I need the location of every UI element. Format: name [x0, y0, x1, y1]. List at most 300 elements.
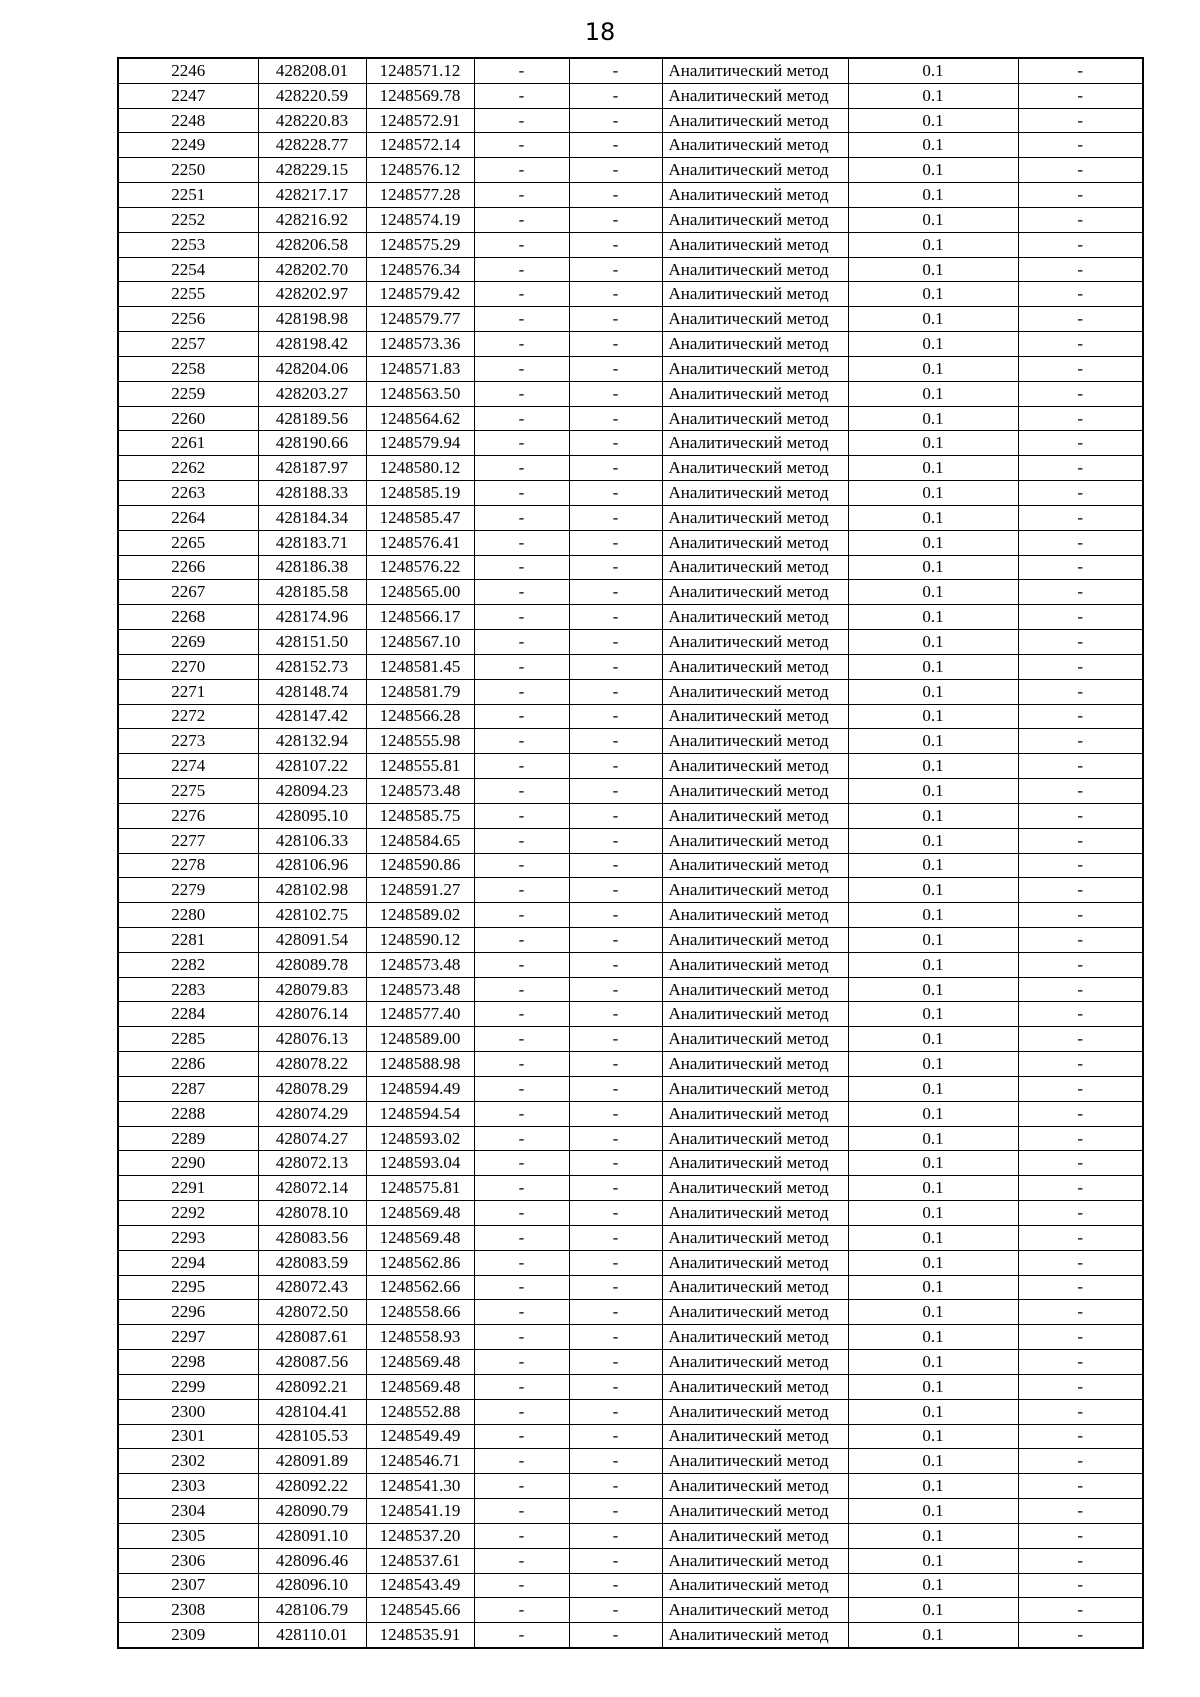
accuracy-cell: 0.1: [848, 1225, 1018, 1250]
point-number-cell: 2279: [118, 878, 258, 903]
dash-cell: -: [1018, 630, 1143, 655]
point-number-cell: 2296: [118, 1300, 258, 1325]
y-coordinate-cell: 1248585.19: [366, 481, 474, 506]
dash-cell: -: [569, 207, 662, 232]
point-number-cell: 2309: [118, 1623, 258, 1648]
table-row: [118, 108, 1143, 133]
y-coordinate-cell: 1248581.45: [366, 654, 474, 679]
y-coordinate-cell: 1248585.75: [366, 803, 474, 828]
point-number-cell: 2307: [118, 1573, 258, 1598]
dash-cell: -: [1018, 381, 1143, 406]
dash-cell: -: [1018, 83, 1143, 108]
point-number-cell: 2254: [118, 257, 258, 282]
method-cell: Аналитический метод: [662, 1101, 848, 1126]
dash-cell: -: [1018, 356, 1143, 381]
dash-cell: -: [569, 1350, 662, 1375]
x-coordinate-cell: 428174.96: [258, 605, 366, 630]
method-cell: Аналитический метод: [662, 1225, 848, 1250]
accuracy-cell: 0.1: [848, 729, 1018, 754]
x-coordinate-cell: 428096.46: [258, 1548, 366, 1573]
accuracy-cell: 0.1: [848, 481, 1018, 506]
x-coordinate-cell: 428092.22: [258, 1474, 366, 1499]
accuracy-cell: 0.1: [848, 779, 1018, 804]
accuracy-cell: 0.1: [848, 1399, 1018, 1424]
y-coordinate-cell: 1248573.48: [366, 952, 474, 977]
dash-cell: -: [569, 803, 662, 828]
table-row: [118, 878, 1143, 903]
dash-cell: -: [1018, 505, 1143, 530]
x-coordinate-cell: 428074.27: [258, 1126, 366, 1151]
dash-cell: -: [569, 1225, 662, 1250]
table-row: [118, 207, 1143, 232]
dash-cell: -: [1018, 58, 1143, 83]
x-coordinate-cell: 428083.56: [258, 1225, 366, 1250]
accuracy-cell: 0.1: [848, 456, 1018, 481]
point-number-cell: 2306: [118, 1548, 258, 1573]
point-number-cell: 2270: [118, 654, 258, 679]
dash-cell: -: [474, 1076, 569, 1101]
dash-cell: -: [1018, 1176, 1143, 1201]
dash-cell: -: [474, 654, 569, 679]
method-cell: Аналитический метод: [662, 853, 848, 878]
y-coordinate-cell: 1248573.36: [366, 332, 474, 357]
dash-cell: -: [1018, 307, 1143, 332]
y-coordinate-cell: 1248590.12: [366, 927, 474, 952]
method-cell: Аналитический метод: [662, 1474, 848, 1499]
accuracy-cell: 0.1: [848, 1275, 1018, 1300]
x-coordinate-cell: 428152.73: [258, 654, 366, 679]
method-cell: Аналитический метод: [662, 1027, 848, 1052]
accuracy-cell: 0.1: [848, 1623, 1018, 1648]
point-number-cell: 2260: [118, 406, 258, 431]
dash-cell: -: [474, 1101, 569, 1126]
dash-cell: -: [474, 58, 569, 83]
dash-cell: -: [569, 530, 662, 555]
y-coordinate-cell: 1248549.49: [366, 1424, 474, 1449]
point-number-cell: 2301: [118, 1424, 258, 1449]
dash-cell: -: [569, 630, 662, 655]
table-row: [118, 406, 1143, 431]
dash-cell: -: [474, 1225, 569, 1250]
table-row: [118, 257, 1143, 282]
accuracy-cell: 0.1: [848, 1374, 1018, 1399]
dash-cell: -: [474, 108, 569, 133]
y-coordinate-cell: 1248576.12: [366, 158, 474, 183]
method-cell: Аналитический метод: [662, 1076, 848, 1101]
x-coordinate-cell: 428090.79: [258, 1499, 366, 1524]
y-coordinate-cell: 1248591.27: [366, 878, 474, 903]
y-coordinate-cell: 1248569.48: [366, 1201, 474, 1226]
accuracy-cell: 0.1: [848, 679, 1018, 704]
dash-cell: -: [474, 1424, 569, 1449]
method-cell: Аналитический метод: [662, 605, 848, 630]
x-coordinate-cell: 428091.54: [258, 927, 366, 952]
table-row: [118, 1523, 1143, 1548]
dash-cell: -: [474, 1027, 569, 1052]
dash-cell: -: [569, 555, 662, 580]
dash-cell: -: [569, 1275, 662, 1300]
accuracy-cell: 0.1: [848, 183, 1018, 208]
method-cell: Аналитический метод: [662, 332, 848, 357]
accuracy-cell: 0.1: [848, 307, 1018, 332]
table-row: [118, 1474, 1143, 1499]
dash-cell: -: [569, 679, 662, 704]
dash-cell: -: [1018, 207, 1143, 232]
dash-cell: -: [1018, 1325, 1143, 1350]
x-coordinate-cell: 428107.22: [258, 754, 366, 779]
dash-cell: -: [474, 1474, 569, 1499]
dash-cell: -: [474, 83, 569, 108]
accuracy-cell: 0.1: [848, 803, 1018, 828]
x-coordinate-cell: 428183.71: [258, 530, 366, 555]
y-coordinate-cell: 1248571.12: [366, 58, 474, 83]
table-row: [118, 1002, 1143, 1027]
accuracy-cell: 0.1: [848, 1176, 1018, 1201]
x-coordinate-cell: 428078.29: [258, 1076, 366, 1101]
dash-cell: -: [569, 779, 662, 804]
dash-cell: -: [1018, 133, 1143, 158]
table-row: [118, 58, 1143, 83]
method-cell: Аналитический метод: [662, 1176, 848, 1201]
dash-cell: -: [474, 456, 569, 481]
dash-cell: -: [474, 779, 569, 804]
x-coordinate-cell: 428220.59: [258, 83, 366, 108]
dash-cell: -: [569, 133, 662, 158]
point-number-cell: 2308: [118, 1598, 258, 1623]
dash-cell: -: [474, 828, 569, 853]
accuracy-cell: 0.1: [848, 1250, 1018, 1275]
dash-cell: -: [474, 977, 569, 1002]
method-cell: Аналитический метод: [662, 257, 848, 282]
y-coordinate-cell: 1248588.98: [366, 1052, 474, 1077]
x-coordinate-cell: 428091.10: [258, 1523, 366, 1548]
y-coordinate-cell: 1248541.19: [366, 1499, 474, 1524]
dash-cell: -: [1018, 1399, 1143, 1424]
dash-cell: -: [1018, 1052, 1143, 1077]
table-row: [118, 1225, 1143, 1250]
point-number-cell: 2264: [118, 505, 258, 530]
dash-cell: -: [569, 431, 662, 456]
accuracy-cell: 0.1: [848, 83, 1018, 108]
method-cell: Аналитический метод: [662, 505, 848, 530]
dash-cell: -: [474, 1350, 569, 1375]
table-row: [118, 83, 1143, 108]
dash-cell: -: [1018, 1101, 1143, 1126]
method-cell: Аналитический метод: [662, 406, 848, 431]
table-row: [118, 1623, 1143, 1648]
table-row: [118, 505, 1143, 530]
y-coordinate-cell: 1248537.61: [366, 1548, 474, 1573]
table-row: [118, 1598, 1143, 1623]
dash-cell: -: [569, 381, 662, 406]
dash-cell: -: [569, 1126, 662, 1151]
dash-cell: -: [474, 580, 569, 605]
point-number-cell: 2289: [118, 1126, 258, 1151]
point-number-cell: 2257: [118, 332, 258, 357]
x-coordinate-cell: 428102.75: [258, 903, 366, 928]
table-row: [118, 1275, 1143, 1300]
point-number-cell: 2256: [118, 307, 258, 332]
dash-cell: -: [1018, 1350, 1143, 1375]
dash-cell: -: [569, 406, 662, 431]
dash-cell: -: [474, 1374, 569, 1399]
method-cell: Аналитический метод: [662, 1573, 848, 1598]
x-coordinate-cell: 428202.70: [258, 257, 366, 282]
table-row: [118, 1499, 1143, 1524]
x-coordinate-cell: 428091.89: [258, 1449, 366, 1474]
dash-cell: -: [474, 630, 569, 655]
point-number-cell: 2246: [118, 58, 258, 83]
table-row: [118, 133, 1143, 158]
table-row: [118, 1573, 1143, 1598]
y-coordinate-cell: 1248545.66: [366, 1598, 474, 1623]
dash-cell: -: [474, 704, 569, 729]
method-cell: Аналитический метод: [662, 58, 848, 83]
x-coordinate-cell: 428096.10: [258, 1573, 366, 1598]
dash-cell: -: [1018, 1548, 1143, 1573]
table-row: [118, 1350, 1143, 1375]
dash-cell: -: [474, 853, 569, 878]
dash-cell: -: [474, 729, 569, 754]
y-coordinate-cell: 1248576.22: [366, 555, 474, 580]
table-row: [118, 1449, 1143, 1474]
method-cell: Аналитический метод: [662, 903, 848, 928]
y-coordinate-cell: 1248593.04: [366, 1151, 474, 1176]
dash-cell: -: [1018, 1275, 1143, 1300]
dash-cell: -: [569, 1548, 662, 1573]
method-cell: Аналитический метод: [662, 803, 848, 828]
dash-cell: -: [569, 1573, 662, 1598]
point-number-cell: 2280: [118, 903, 258, 928]
point-number-cell: 2275: [118, 779, 258, 804]
x-coordinate-cell: 428228.77: [258, 133, 366, 158]
dash-cell: -: [569, 1325, 662, 1350]
dash-cell: -: [474, 1623, 569, 1648]
y-coordinate-cell: 1248571.83: [366, 356, 474, 381]
x-coordinate-cell: 428092.21: [258, 1374, 366, 1399]
dash-cell: -: [1018, 530, 1143, 555]
method-cell: Аналитический метод: [662, 1523, 848, 1548]
dash-cell: -: [569, 1598, 662, 1623]
accuracy-cell: 0.1: [848, 828, 1018, 853]
dash-cell: -: [474, 1126, 569, 1151]
method-cell: Аналитический метод: [662, 1201, 848, 1226]
table-row: [118, 927, 1143, 952]
method-cell: Аналитический метод: [662, 779, 848, 804]
table-row: [118, 282, 1143, 307]
method-cell: Аналитический метод: [662, 83, 848, 108]
dash-cell: -: [474, 1523, 569, 1548]
point-number-cell: 2276: [118, 803, 258, 828]
accuracy-cell: 0.1: [848, 158, 1018, 183]
point-number-cell: 2269: [118, 630, 258, 655]
dash-cell: -: [569, 1399, 662, 1424]
dash-cell: -: [569, 58, 662, 83]
y-coordinate-cell: 1248558.93: [366, 1325, 474, 1350]
dash-cell: -: [569, 332, 662, 357]
y-coordinate-cell: 1248569.78: [366, 83, 474, 108]
table-row: [118, 555, 1143, 580]
point-number-cell: 2281: [118, 927, 258, 952]
point-number-cell: 2247: [118, 83, 258, 108]
table-row: [118, 779, 1143, 804]
y-coordinate-cell: 1248537.20: [366, 1523, 474, 1548]
dash-cell: -: [1018, 654, 1143, 679]
dash-cell: -: [474, 1325, 569, 1350]
method-cell: Аналитический метод: [662, 307, 848, 332]
accuracy-cell: 0.1: [848, 232, 1018, 257]
page-number: 18: [584, 18, 616, 46]
point-number-cell: 2262: [118, 456, 258, 481]
dash-cell: -: [569, 903, 662, 928]
y-coordinate-cell: 1248566.28: [366, 704, 474, 729]
point-number-cell: 2287: [118, 1076, 258, 1101]
dash-cell: -: [1018, 232, 1143, 257]
dash-cell: -: [474, 133, 569, 158]
dash-cell: -: [569, 754, 662, 779]
dash-cell: -: [1018, 1499, 1143, 1524]
accuracy-cell: 0.1: [848, 1052, 1018, 1077]
point-number-cell: 2255: [118, 282, 258, 307]
x-coordinate-cell: 428087.56: [258, 1350, 366, 1375]
y-coordinate-cell: 1248543.49: [366, 1573, 474, 1598]
table-row: [118, 158, 1143, 183]
method-cell: Аналитический метод: [662, 1151, 848, 1176]
dash-cell: -: [1018, 1598, 1143, 1623]
dash-cell: -: [1018, 158, 1143, 183]
dash-cell: -: [474, 381, 569, 406]
dash-cell: -: [569, 1300, 662, 1325]
point-number-cell: 2299: [118, 1374, 258, 1399]
dash-cell: -: [1018, 1573, 1143, 1598]
accuracy-cell: 0.1: [848, 853, 1018, 878]
coordinates-table: [117, 57, 1144, 1649]
dash-cell: -: [1018, 282, 1143, 307]
point-number-cell: 2286: [118, 1052, 258, 1077]
accuracy-cell: 0.1: [848, 133, 1018, 158]
dash-cell: -: [569, 927, 662, 952]
point-number-cell: 2293: [118, 1225, 258, 1250]
y-coordinate-cell: 1248585.47: [366, 505, 474, 530]
x-coordinate-cell: 428072.14: [258, 1176, 366, 1201]
x-coordinate-cell: 428208.01: [258, 58, 366, 83]
point-number-cell: 2271: [118, 679, 258, 704]
table-row: [118, 1151, 1143, 1176]
dash-cell: -: [569, 1027, 662, 1052]
accuracy-cell: 0.1: [848, 1076, 1018, 1101]
table-row: [118, 679, 1143, 704]
dash-cell: -: [1018, 729, 1143, 754]
accuracy-cell: 0.1: [848, 257, 1018, 282]
dash-cell: -: [474, 1300, 569, 1325]
dash-cell: -: [1018, 952, 1143, 977]
accuracy-cell: 0.1: [848, 1573, 1018, 1598]
dash-cell: -: [569, 1151, 662, 1176]
x-coordinate-cell: 428110.01: [258, 1623, 366, 1648]
dash-cell: -: [569, 83, 662, 108]
dash-cell: -: [474, 605, 569, 630]
x-coordinate-cell: 428185.58: [258, 580, 366, 605]
dash-cell: -: [1018, 754, 1143, 779]
dash-cell: -: [569, 1076, 662, 1101]
table-row: [118, 903, 1143, 928]
point-number-cell: 2295: [118, 1275, 258, 1300]
accuracy-cell: 0.1: [848, 406, 1018, 431]
point-number-cell: 2261: [118, 431, 258, 456]
point-number-cell: 2248: [118, 108, 258, 133]
x-coordinate-cell: 428148.74: [258, 679, 366, 704]
dash-cell: -: [569, 1250, 662, 1275]
dash-cell: -: [1018, 1424, 1143, 1449]
table-row: [118, 232, 1143, 257]
point-number-cell: 2297: [118, 1325, 258, 1350]
dash-cell: -: [474, 903, 569, 928]
dash-cell: -: [569, 183, 662, 208]
accuracy-cell: 0.1: [848, 1151, 1018, 1176]
dash-cell: -: [569, 232, 662, 257]
method-cell: Аналитический метод: [662, 977, 848, 1002]
method-cell: Аналитический метод: [662, 927, 848, 952]
table-row: [118, 356, 1143, 381]
dash-cell: -: [1018, 183, 1143, 208]
point-number-cell: 2302: [118, 1449, 258, 1474]
y-coordinate-cell: 1248577.28: [366, 183, 474, 208]
dash-cell: -: [474, 505, 569, 530]
method-cell: Аналитический метод: [662, 1052, 848, 1077]
y-coordinate-cell: 1248569.48: [366, 1374, 474, 1399]
table-row: [118, 828, 1143, 853]
x-coordinate-cell: 428184.34: [258, 505, 366, 530]
dash-cell: -: [474, 307, 569, 332]
y-coordinate-cell: 1248577.40: [366, 1002, 474, 1027]
dash-cell: -: [1018, 977, 1143, 1002]
dash-cell: -: [474, 803, 569, 828]
y-coordinate-cell: 1248589.02: [366, 903, 474, 928]
dash-cell: -: [474, 952, 569, 977]
accuracy-cell: 0.1: [848, 977, 1018, 1002]
table-row: [118, 1374, 1143, 1399]
y-coordinate-cell: 1248564.62: [366, 406, 474, 431]
y-coordinate-cell: 1248562.66: [366, 1275, 474, 1300]
y-coordinate-cell: 1248573.48: [366, 977, 474, 1002]
x-coordinate-cell: 428147.42: [258, 704, 366, 729]
y-coordinate-cell: 1248594.49: [366, 1076, 474, 1101]
method-cell: Аналитический метод: [662, 754, 848, 779]
method-cell: Аналитический метод: [662, 1300, 848, 1325]
x-coordinate-cell: 428072.43: [258, 1275, 366, 1300]
dash-cell: -: [569, 108, 662, 133]
dash-cell: -: [474, 332, 569, 357]
point-number-cell: 2300: [118, 1399, 258, 1424]
table-row: [118, 1101, 1143, 1126]
dash-cell: -: [569, 654, 662, 679]
x-coordinate-cell: 428076.14: [258, 1002, 366, 1027]
x-coordinate-cell: 428104.41: [258, 1399, 366, 1424]
x-coordinate-cell: 428094.23: [258, 779, 366, 804]
dash-cell: -: [474, 1548, 569, 1573]
dash-cell: -: [474, 1201, 569, 1226]
y-coordinate-cell: 1248565.00: [366, 580, 474, 605]
accuracy-cell: 0.1: [848, 1548, 1018, 1573]
dash-cell: -: [474, 1399, 569, 1424]
table-row: [118, 1399, 1143, 1424]
y-coordinate-cell: 1248566.17: [366, 605, 474, 630]
dash-cell: -: [1018, 605, 1143, 630]
table-row: [118, 605, 1143, 630]
dash-cell: -: [474, 481, 569, 506]
method-cell: Аналитический метод: [662, 282, 848, 307]
table-row: [118, 952, 1143, 977]
